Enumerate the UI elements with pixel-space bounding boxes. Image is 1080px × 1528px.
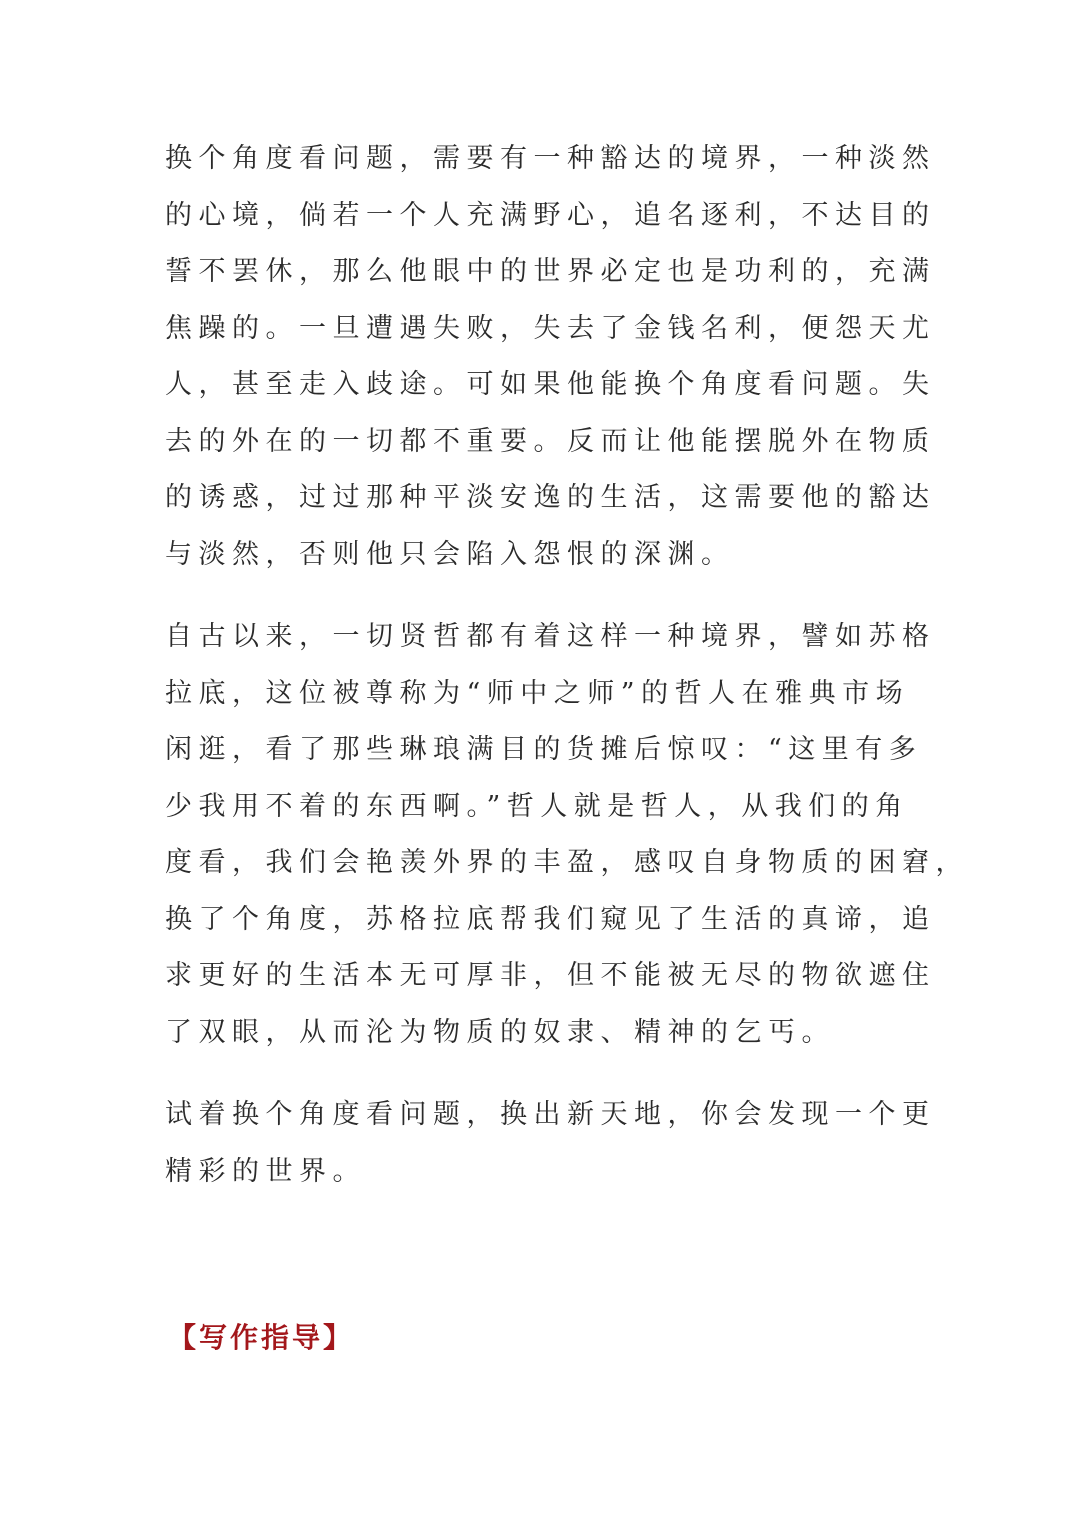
paragraph-line: 闲逛，看了那些琳琅满目的货摊后惊叹：“这里有多 xyxy=(165,734,923,765)
paragraph-line: 了双眼，从而沦为物质的奴隶、精神的乞丐。 xyxy=(165,1016,835,1048)
section-heading-writing-guide: 【写作指导】 xyxy=(168,1321,355,1354)
paragraph-line: 试着换个角度看问题，换出新天地，你会发现一个更 xyxy=(165,1099,936,1130)
paragraph-2 xyxy=(165,609,969,1061)
paragraph-line: 度看，我们会艳羡外界的丰盈，感叹自身物质的困窘， xyxy=(165,847,969,878)
paragraph-line: 换了个角度，苏格拉底帮我们窥见了生活的真谛，追 xyxy=(165,903,936,935)
paragraph-line: 焦躁的。一旦遭遇失败，失去了金钱名利，便怨天尤 xyxy=(165,312,936,344)
paragraph-line: 人，甚至走入歧途。可如果他能换个角度看问题。失 xyxy=(165,369,936,400)
paragraph-line: 少我用不着的东西啊。”哲人就是哲人，从我们的角 xyxy=(165,790,909,822)
paragraph-line: 与淡然，否则他只会陷入怨恨的深渊。 xyxy=(165,538,735,570)
paragraph-line: 求更好的生活本无可厚非，但不能被无尽的物欲遮住 xyxy=(165,960,936,991)
paragraph-line: 拉底，这位被尊称为“师中之师”的哲人在雅典市场 xyxy=(165,677,910,709)
paragraph-line: 去的外在的一切都不重要。反而让他能摆脱外在物质 xyxy=(165,425,936,457)
paragraph-line: 的心境，倘若一个人充满野心，追名逐利，不达目的 xyxy=(165,199,936,231)
paragraph-1 xyxy=(165,131,936,583)
paragraph-line: 的诱惑，过过那种平淡安逸的生活，这需要他的豁达 xyxy=(165,482,936,513)
paragraph-line: 誓不罢休，那么他眼中的世界必定也是功利的，充满 xyxy=(165,256,936,287)
paragraph-3 xyxy=(165,1087,936,1200)
paragraph-line: 精彩的世界。 xyxy=(165,1155,366,1187)
paragraph-line: 自古以来，一切贤哲都有着这样一种境界，譬如苏格 xyxy=(165,621,936,652)
paragraph-line: 换个角度看问题，需要有一种豁达的境界，一种淡然 xyxy=(165,143,936,174)
